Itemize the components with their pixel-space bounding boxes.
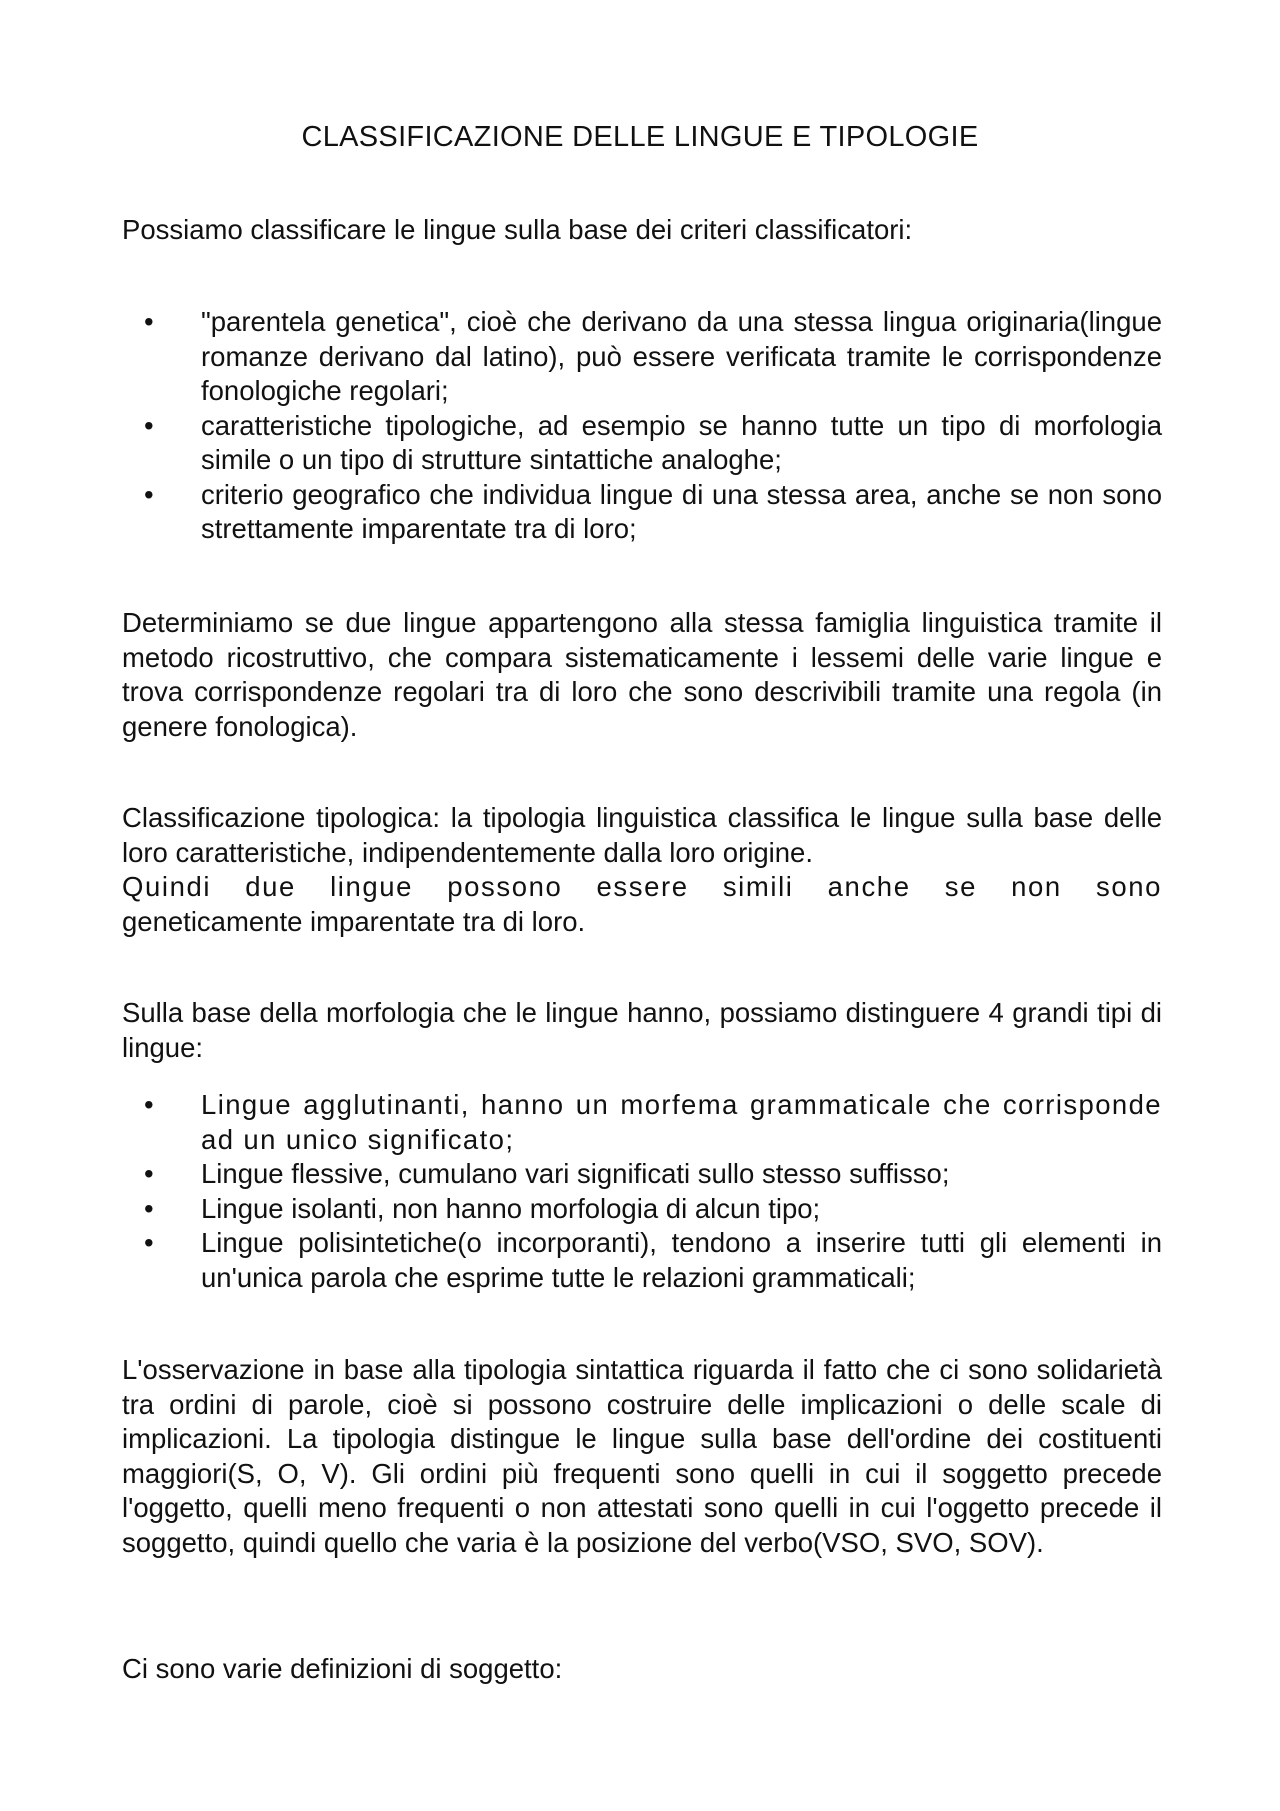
list-item-text: criterio geografico che individua lingue di una stessa area, anche se non sono strettamente imparentate tra di loro; (201, 478, 1162, 544)
paragraph-line: Quindi due lingue possono essere simili anche se non sono (122, 871, 1162, 902)
syntactic-typology-paragraph: L'osservazione in base alla tipologia sintattica riguarda il fatto che ci sono solidarietà tra ordini di parole, cioè si possono costruire delle implicazioni o delle scale di implicazioni. La tipologia distingue le lingue sulla base dell'ordine dei costituenti maggiori(S, O, V). Gli ordini più frequenti sono quelli in cui il soggetto precede l'oggetto, quelli meno frequenti o non attestati sono quelli in cui l'oggetto precede il soggetto, quindi quello che varia è la posizione del verbo(VSO, SVO, SOV). (122, 1354, 1162, 1558)
typological-classification-paragraph (122, 801, 1162, 939)
list-item-text: Lingue agglutinanti, hanno un morfema grammaticale che corrisponde ad un unico significato; (201, 1089, 1162, 1155)
bullet-icon: • (144, 1158, 154, 1189)
list-item (122, 1088, 1162, 1157)
bullet-icon: • (144, 1089, 156, 1120)
morphology-intro-paragraph: Sulla base della morfologia che le lingue hanno, possiamo distinguere 4 grandi tipi di lingue: (122, 997, 1162, 1063)
list-item-text: caratteristiche tipologiche, ad esempio se hanno tutte un tipo di morfologia simile o un tipo di strutture sintattiche analoghe; (201, 409, 1162, 475)
list-item-text: Lingue polisintetiche(o incorporanti), tendono a inserire tutti gli elementi in un'unica parola che esprime tutte le relazioni grammaticali; (201, 1227, 1162, 1293)
list-item (122, 409, 1162, 478)
bullet-icon: • (144, 1227, 154, 1258)
list-item-text: "parentela genetica", cioè che derivano da una stessa lingua originaria(lingue romanze derivano dal latino), può essere verificata tramite le corrispondenze fonologiche regolari; (201, 306, 1162, 406)
list-item (122, 305, 1162, 409)
list-item-text: Lingue isolanti, non hanno morfologia di alcun tipo; (201, 1192, 821, 1224)
subject-definitions-intro: Ci sono varie definizioni di soggetto: (122, 1653, 563, 1684)
reconstructive-method-paragraph: Determiniamo se due lingue appartengono alla stessa famiglia linguistica tramite il metodo ricostruttivo, che compara sistematicamente i lessemi delle varie lingue e trova corrispondenze regolari tra di loro che sono descrivibili tramite una regola (in genere fonologica). (122, 607, 1162, 742)
list-item (122, 1157, 1162, 1192)
language-types-list (122, 1088, 1162, 1295)
paragraph-line: geneticamente imparentate tra di loro. (122, 905, 586, 937)
paragraph-line: Classificazione tipologica: la tipologia linguistica classifica le lingue sulla base delle loro caratteristiche, indipendentemente dalla loro origine. (122, 802, 1162, 868)
bullet-icon: • (144, 306, 154, 337)
intro-paragraph: Possiamo classificare le lingue sulla base dei criteri classificatori: (122, 214, 913, 245)
list-item (122, 1226, 1162, 1295)
list-item-text: Lingue flessive, cumulano vari significati sullo stesso suffisso; (201, 1158, 950, 1189)
criteria-list (122, 305, 1162, 547)
list-item (122, 478, 1162, 547)
page-title: CLASSIFICAZIONE DELLE LINGUE E TIPOLOGIE (301, 121, 979, 153)
bullet-icon: • (144, 1192, 154, 1224)
bullet-icon: • (144, 478, 154, 510)
bullet-icon: • (144, 409, 154, 441)
list-item (122, 1192, 1162, 1227)
